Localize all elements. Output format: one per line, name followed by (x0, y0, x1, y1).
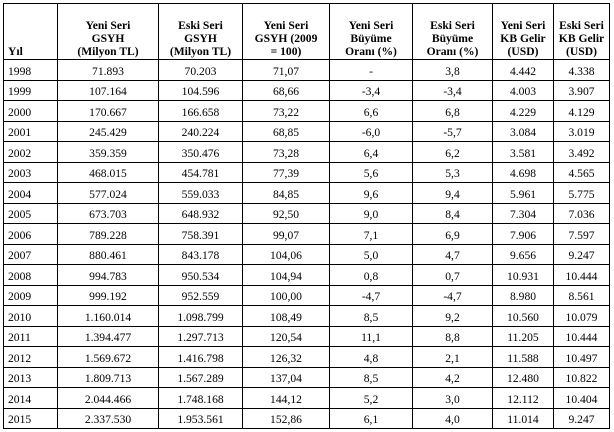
new-index-cell: 120,54 (243, 326, 330, 347)
old-pc-income-cell: 3.492 (554, 142, 610, 163)
new-pc-income-cell: 4.229 (493, 101, 554, 122)
new-gdp-cell: 999.192 (58, 285, 159, 306)
old-gdp-cell: 1.748.168 (159, 388, 243, 409)
old-gdp-cell: 843.178 (159, 244, 243, 265)
old-gdp-cell: 1.416.798 (159, 347, 243, 368)
new-gdp-cell: 107.164 (58, 80, 159, 101)
table-row (4, 408, 610, 429)
new-pc-income-cell: 12.112 (493, 388, 554, 409)
year-cell: 1999 (4, 80, 58, 101)
new-growth-cell: 0,8 (330, 265, 413, 286)
new-index-cell: 71,07 (243, 60, 330, 81)
header-line: (USD) (507, 45, 539, 58)
year-cell: 2002 (4, 142, 58, 163)
old-gdp-cell: 104.596 (159, 80, 243, 101)
new-gdp-cell: 880.461 (58, 244, 159, 265)
header-line: (Milyon TL) (169, 45, 232, 58)
new-index-cell: 92,50 (243, 203, 330, 224)
table-row (4, 183, 610, 204)
header-line: Oranı (%) (426, 45, 479, 58)
table-row (4, 203, 610, 224)
old-growth-cell: 3,8 (413, 60, 493, 81)
old-gdp-cell: 240.224 (159, 121, 243, 142)
old-pc-income-cell: 3.019 (554, 121, 610, 142)
old-gdp-cell: 952.559 (159, 285, 243, 306)
new-growth-cell: 9,0 (330, 203, 413, 224)
header-line: Yeni Seri (85, 19, 131, 32)
old-pc-income-cell: 9.247 (554, 244, 610, 265)
new-growth-cell: 5,6 (330, 162, 413, 183)
header-line: Eski Seri (559, 19, 604, 32)
old-growth-cell: 4,7 (413, 244, 493, 265)
old-pc-income-cell: 10.444 (554, 265, 610, 286)
table-row (4, 80, 610, 101)
header-line: Eski Seri (430, 19, 475, 32)
new-index-cell: 68,66 (243, 80, 330, 101)
header-line: KB Gelir (558, 32, 605, 45)
header-line: Yeni Seri (263, 19, 309, 32)
new-pc-income-cell: 8.980 (493, 285, 554, 306)
new-growth-cell: 4,8 (330, 347, 413, 368)
table-row (4, 326, 610, 347)
old-growth-cell: 9,4 (413, 183, 493, 204)
header-old-pc-income (554, 4, 610, 60)
new-growth-cell: 7,1 (330, 224, 413, 245)
new-pc-income-cell: 3.084 (493, 121, 554, 142)
new-pc-income-cell: 11.588 (493, 347, 554, 368)
old-gdp-cell: 166.658 (159, 101, 243, 122)
table-row (4, 388, 610, 409)
new-growth-cell: 11,1 (330, 326, 413, 347)
new-gdp-cell: 359.359 (58, 142, 159, 163)
year-cell: 2014 (4, 388, 58, 409)
new-growth-cell: - (330, 60, 413, 81)
new-pc-income-cell: 5.961 (493, 183, 554, 204)
new-gdp-cell: 170.667 (58, 101, 159, 122)
old-growth-cell: 6,2 (413, 142, 493, 163)
new-index-cell: 99,07 (243, 224, 330, 245)
new-index-cell: 84,85 (243, 183, 330, 204)
year-cell: 2007 (4, 244, 58, 265)
new-growth-cell: -4,7 (330, 285, 413, 306)
gdp-comparison-table (3, 3, 610, 429)
header-line (8, 32, 55, 45)
table-row (4, 121, 610, 142)
table-row (4, 224, 610, 245)
header-line: = 100) (270, 45, 302, 58)
new-gdp-cell: 1.809.713 (58, 367, 159, 388)
new-growth-cell: -3,4 (330, 80, 413, 101)
new-pc-income-cell: 11.205 (493, 326, 554, 347)
new-index-cell: 137,04 (243, 367, 330, 388)
old-growth-cell: 6,9 (413, 224, 493, 245)
old-gdp-cell: 950.534 (159, 265, 243, 286)
header-line (8, 19, 55, 32)
new-index-cell: 104,94 (243, 265, 330, 286)
year-cell: 2011 (4, 326, 58, 347)
new-index-cell: 104,06 (243, 244, 330, 265)
new-growth-cell: 5,2 (330, 388, 413, 409)
old-growth-cell: 8,8 (413, 326, 493, 347)
old-pc-income-cell: 8.561 (554, 285, 610, 306)
new-index-cell: 126,32 (243, 347, 330, 368)
table-row (4, 285, 610, 306)
old-pc-income-cell: 10.079 (554, 306, 610, 327)
old-growth-cell: -3,4 (413, 80, 493, 101)
new-index-cell: 73,22 (243, 101, 330, 122)
old-growth-cell: 6,8 (413, 101, 493, 122)
new-growth-cell: 8,5 (330, 367, 413, 388)
year-cell: 2006 (4, 224, 58, 245)
old-growth-cell: 0,7 (413, 265, 493, 286)
header-line: Büyüme (350, 32, 392, 45)
header-new-gdp (58, 4, 159, 60)
year-cell: 2013 (4, 367, 58, 388)
old-gdp-cell: 1.567.289 (159, 367, 243, 388)
year-cell: 2009 (4, 285, 58, 306)
old-pc-income-cell: 3.907 (554, 80, 610, 101)
old-growth-cell: -5,7 (413, 121, 493, 142)
new-gdp-cell: 673.703 (58, 203, 159, 224)
old-pc-income-cell: 4.129 (554, 101, 610, 122)
year-cell: 1998 (4, 60, 58, 81)
new-growth-cell: -6,0 (330, 121, 413, 142)
old-gdp-cell: 1.953.561 (159, 408, 243, 429)
new-growth-cell: 8,5 (330, 306, 413, 327)
new-index-cell: 73,28 (243, 142, 330, 163)
header-line: Yeni Seri (348, 19, 394, 32)
header-line: Eski Seri (178, 19, 223, 32)
new-gdp-cell: 2.337.530 (58, 408, 159, 429)
header-line: KB Gelir (500, 32, 546, 45)
table-row (4, 265, 610, 286)
new-index-cell: 100,00 (243, 285, 330, 306)
new-pc-income-cell: 4.698 (493, 162, 554, 183)
header-line: Yeni Seri (500, 19, 546, 32)
old-gdp-cell: 758.391 (159, 224, 243, 245)
header-line: GSYH (184, 32, 217, 45)
header-line: (Milyon TL) (77, 45, 139, 58)
new-pc-income-cell: 11.014 (493, 408, 554, 429)
new-gdp-cell: 789.228 (58, 224, 159, 245)
old-gdp-cell: 648.932 (159, 203, 243, 224)
year-cell: 2008 (4, 265, 58, 286)
old-gdp-cell: 559.033 (159, 183, 243, 204)
new-growth-cell: 6,6 (330, 101, 413, 122)
table-row (4, 347, 610, 368)
new-gdp-cell: 1.160.014 (58, 306, 159, 327)
header-line: Oranı (%) (345, 45, 397, 58)
old-pc-income-cell: 10.404 (554, 388, 610, 409)
new-pc-income-cell: 3.581 (493, 142, 554, 163)
year-cell: 2012 (4, 347, 58, 368)
old-pc-income-cell: 9.247 (554, 408, 610, 429)
new-growth-cell: 9,6 (330, 183, 413, 204)
header-year (4, 4, 58, 60)
old-growth-cell: 4,0 (413, 408, 493, 429)
new-gdp-cell: 1.569.672 (58, 347, 159, 368)
old-gdp-cell: 1.098.799 (159, 306, 243, 327)
new-pc-income-cell: 10.560 (493, 306, 554, 327)
year-cell: 2005 (4, 203, 58, 224)
year-cell: 2015 (4, 408, 58, 429)
year-cell: 2001 (4, 121, 58, 142)
old-pc-income-cell: 10.497 (554, 347, 610, 368)
old-growth-cell: -4,7 (413, 285, 493, 306)
new-growth-cell: 6,4 (330, 142, 413, 163)
new-gdp-cell: 577.024 (58, 183, 159, 204)
new-pc-income-cell: 12.480 (493, 367, 554, 388)
header-line: GSYH (91, 32, 125, 45)
new-index-cell: 108,49 (243, 306, 330, 327)
new-gdp-cell: 1.394.477 (58, 326, 159, 347)
header-row (4, 4, 610, 60)
year-cell: 2010 (4, 306, 58, 327)
old-gdp-cell: 1.297.713 (159, 326, 243, 347)
new-growth-cell: 6,1 (330, 408, 413, 429)
old-pc-income-cell: 4.565 (554, 162, 610, 183)
old-pc-income-cell: 10.444 (554, 326, 610, 347)
new-pc-income-cell: 7.906 (493, 224, 554, 245)
new-index-cell: 68,85 (243, 121, 330, 142)
header-old-growth (413, 4, 493, 60)
table-row (4, 244, 610, 265)
old-growth-cell: 2,1 (413, 347, 493, 368)
header-line: Büyüme (431, 32, 474, 45)
old-pc-income-cell: 7.036 (554, 203, 610, 224)
header-line: Yıl (8, 45, 23, 58)
new-gdp-cell: 71.893 (58, 60, 159, 81)
new-index-cell: 77,39 (243, 162, 330, 183)
old-gdp-cell: 454.781 (159, 162, 243, 183)
new-index-cell: 152,86 (243, 408, 330, 429)
year-cell: 2004 (4, 183, 58, 204)
new-pc-income-cell: 4.442 (493, 60, 554, 81)
header-line: (USD) (566, 45, 597, 58)
table-row (4, 142, 610, 163)
old-growth-cell: 9,2 (413, 306, 493, 327)
old-gdp-cell: 350.476 (159, 142, 243, 163)
new-pc-income-cell: 4.003 (493, 80, 554, 101)
new-gdp-cell: 245.429 (58, 121, 159, 142)
header-new-growth (330, 4, 413, 60)
new-pc-income-cell: 7.304 (493, 203, 554, 224)
old-pc-income-cell: 4.338 (554, 60, 610, 81)
old-growth-cell: 5,3 (413, 162, 493, 183)
old-pc-income-cell: 10.822 (554, 367, 610, 388)
table-row (4, 101, 610, 122)
new-pc-income-cell: 9.656 (493, 244, 554, 265)
header-old-gdp (159, 4, 243, 60)
header-line: GSYH (2009 (254, 32, 318, 45)
new-gdp-cell: 994.783 (58, 265, 159, 286)
table-row (4, 162, 610, 183)
old-gdp-cell: 70.203 (159, 60, 243, 81)
new-gdp-cell: 2.044.466 (58, 388, 159, 409)
year-cell: 2000 (4, 101, 58, 122)
new-gdp-cell: 468.015 (58, 162, 159, 183)
old-pc-income-cell: 5.775 (554, 183, 610, 204)
header-new-pc-income (493, 4, 554, 60)
table-row (4, 60, 610, 81)
table-row (4, 306, 610, 327)
new-growth-cell: 5,0 (330, 244, 413, 265)
old-growth-cell: 3,0 (413, 388, 493, 409)
year-cell: 2003 (4, 162, 58, 183)
table-row (4, 367, 610, 388)
old-growth-cell: 4,2 (413, 367, 493, 388)
old-growth-cell: 8,4 (413, 203, 493, 224)
new-pc-income-cell: 10.931 (493, 265, 554, 286)
header-new-index (243, 4, 330, 60)
old-pc-income-cell: 7.597 (554, 224, 610, 245)
new-index-cell: 144,12 (243, 388, 330, 409)
